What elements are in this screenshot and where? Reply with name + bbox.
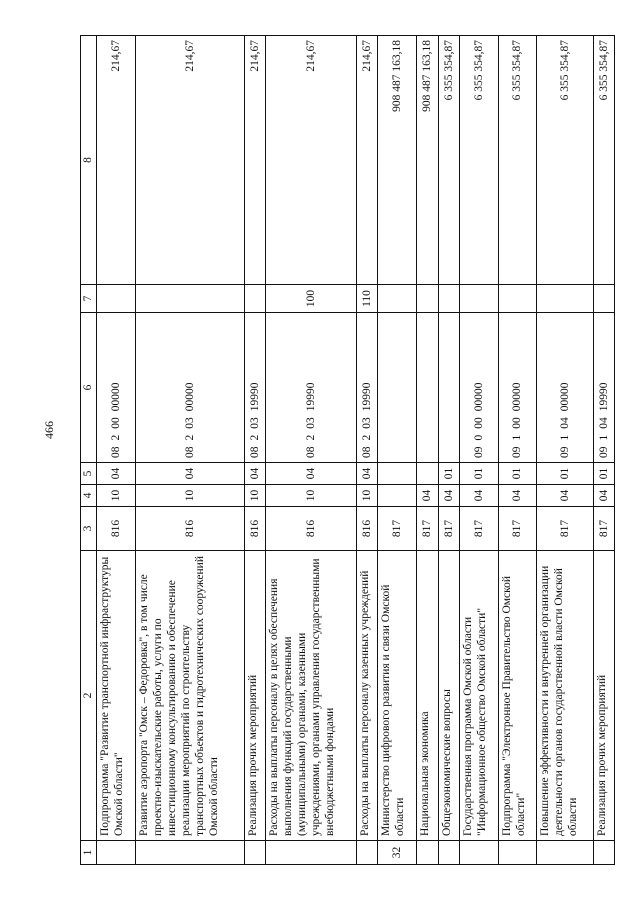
cell-col7: 110 xyxy=(357,285,378,313)
cell-name: Реализация прочих мероприятий xyxy=(593,551,614,841)
cell-col4 xyxy=(378,485,417,507)
cell-name: Повышение эффективности и внутренней организации деятельности органов государственной власти Омской области xyxy=(537,551,593,841)
cell-col7 xyxy=(244,285,265,313)
cell-number xyxy=(593,841,614,865)
table-row xyxy=(378,36,417,865)
budget-table xyxy=(80,35,615,865)
cell-col5 xyxy=(417,463,438,485)
code-part: 00000 xyxy=(559,382,571,412)
code-part: 00000 xyxy=(511,382,524,412)
table-row xyxy=(498,36,537,865)
code-part: 04 xyxy=(597,417,610,429)
cell-col7 xyxy=(459,285,498,313)
cell-amount: 214,67 xyxy=(244,36,265,285)
col-header-5: 5 xyxy=(81,463,97,485)
cell-col4: 04 xyxy=(537,485,593,507)
cell-number xyxy=(357,841,378,865)
cell-col4: 04 xyxy=(417,485,438,507)
cell-number xyxy=(97,841,136,865)
cell-col7: 100 xyxy=(265,285,356,313)
code-part: 2 xyxy=(361,434,374,441)
code-part: 09 xyxy=(597,446,610,458)
code-part: 1 xyxy=(597,434,610,441)
cell-col3: 816 xyxy=(135,507,244,551)
cell-name: Министерство цифрового развития и связи Омской области xyxy=(378,551,417,841)
cell-number xyxy=(265,841,356,865)
cell-col7 xyxy=(378,285,417,313)
cell-col4: 04 xyxy=(459,485,498,507)
rotated-table-area xyxy=(80,35,615,865)
code-part: 00000 xyxy=(472,382,485,412)
cell-code xyxy=(265,313,356,463)
code-part: 08 xyxy=(109,446,122,458)
code-part: 19990 xyxy=(248,382,261,412)
table-row xyxy=(135,36,244,865)
cell-col5: 04 xyxy=(97,463,136,485)
cell-col4: 10 xyxy=(135,485,244,507)
cell-code xyxy=(135,313,244,463)
cell-amount: 6 355 354,87 xyxy=(498,36,537,285)
cell-col3: 816 xyxy=(357,507,378,551)
code-part: 08 xyxy=(183,446,196,458)
cell-col4: 10 xyxy=(97,485,136,507)
cell-col3: 816 xyxy=(265,507,356,551)
cell-col5: 04 xyxy=(357,463,378,485)
code-part: 03 xyxy=(361,417,374,429)
table-row xyxy=(459,36,498,865)
cell-col4: 04 xyxy=(498,485,537,507)
cell-col4: 04 xyxy=(593,485,614,507)
col-header-8: 8 xyxy=(81,36,97,285)
cell-number xyxy=(537,841,593,865)
cell-col7 xyxy=(135,285,244,313)
cell-col5: 01 xyxy=(537,463,593,485)
cell-col7 xyxy=(593,285,614,313)
cell-col5: 04 xyxy=(244,463,265,485)
cell-col5: 04 xyxy=(265,463,356,485)
code-part: 09 xyxy=(511,446,524,458)
code-part: 19990 xyxy=(597,382,610,412)
cell-code xyxy=(357,313,378,463)
cell-code xyxy=(417,313,438,463)
code-part: 00000 xyxy=(109,382,122,412)
code-part: 08 xyxy=(305,446,318,458)
table-row xyxy=(97,36,136,865)
col-header-1: 1 xyxy=(81,841,97,865)
cell-name: Расходы на выплаты персоналу казенных учреждений xyxy=(357,551,378,841)
code-part: 2 xyxy=(305,434,318,441)
cell-code xyxy=(378,313,417,463)
table-row xyxy=(417,36,438,865)
code-part: 2 xyxy=(183,434,196,441)
cell-amount: 214,67 xyxy=(97,36,136,285)
cell-col5 xyxy=(378,463,417,485)
cell-code xyxy=(498,313,537,463)
cell-amount: 214,67 xyxy=(357,36,378,285)
cell-name: Расходы на выплаты персоналу в целях обеспечения выполнения функций государственными (муниципальными) органами, казенными учреждениями, органами управления государственными внебюджетными фондами xyxy=(265,551,356,841)
cell-number xyxy=(498,841,537,865)
cell-col7 xyxy=(498,285,537,313)
cell-number xyxy=(438,841,459,865)
cell-col3: 817 xyxy=(417,507,438,551)
cell-col4: 10 xyxy=(244,485,265,507)
code-part: 2 xyxy=(109,434,122,441)
cell-name: Общеэкономические вопросы xyxy=(438,551,459,841)
table-body xyxy=(97,36,615,865)
cell-name: Реализация прочих мероприятий xyxy=(244,551,265,841)
cell-col5: 01 xyxy=(459,463,498,485)
code-part: 08 xyxy=(361,446,374,458)
cell-col5: 01 xyxy=(438,463,459,485)
cell-col3: 817 xyxy=(378,507,417,551)
col-header-2: 2 xyxy=(81,551,97,841)
code-part: 19990 xyxy=(361,382,374,412)
code-part: 04 xyxy=(559,417,571,429)
cell-amount: 6 355 354,87 xyxy=(459,36,498,285)
code-part: 03 xyxy=(183,417,196,429)
cell-col3: 817 xyxy=(537,507,593,551)
table-row xyxy=(537,36,593,865)
cell-code xyxy=(438,313,459,463)
cell-col3: 817 xyxy=(459,507,498,551)
cell-amount: 214,67 xyxy=(135,36,244,285)
code-part: 08 xyxy=(248,446,261,458)
cell-amount: 6 355 354,87 xyxy=(438,36,459,285)
code-part: 00 xyxy=(511,417,524,429)
code-part: 00000 xyxy=(183,382,196,412)
cell-col7 xyxy=(417,285,438,313)
col-header-6: 6 xyxy=(81,313,97,463)
cell-name: Государственная программа Омской области "Информационное общество Омской области" xyxy=(459,551,498,841)
code-part: 19990 xyxy=(305,382,318,412)
col-header-3: 3 xyxy=(81,507,97,551)
cell-col3: 817 xyxy=(593,507,614,551)
table-row xyxy=(593,36,614,865)
cell-name: Подпрограмма "Электронное Правительство Омской области" xyxy=(498,551,537,841)
cell-col3: 817 xyxy=(498,507,537,551)
cell-number xyxy=(459,841,498,865)
cell-name: Подпрограмма "Развитие транспортной инфраструктуры Омской области" xyxy=(97,551,136,841)
cell-col3: 816 xyxy=(244,507,265,551)
cell-code xyxy=(537,313,593,463)
cell-col3: 817 xyxy=(438,507,459,551)
cell-col7 xyxy=(438,285,459,313)
code-part: 0 xyxy=(472,434,485,441)
code-part: 00 xyxy=(109,417,122,429)
code-part: 03 xyxy=(305,417,318,429)
table-row xyxy=(438,36,459,865)
cell-col7 xyxy=(97,285,136,313)
cell-number: 32 xyxy=(378,841,417,865)
cell-col4: 10 xyxy=(265,485,356,507)
cell-code xyxy=(459,313,498,463)
code-part: 00 xyxy=(472,417,485,429)
code-part: 2 xyxy=(248,434,261,441)
cell-name: Развитие аэропорта "Омск – Федоровка", в том числе проектно-изыскательские работы, услуги по инвестиционному консультированию и обеспечение реализации мероприятий по строительству транспортных объектов и гидротехнических сооружений Омской области xyxy=(135,551,244,841)
code-part: 09 xyxy=(472,446,485,458)
code-part: 09 xyxy=(559,446,571,458)
cell-col7 xyxy=(537,285,593,313)
col-header-4: 4 xyxy=(81,485,97,507)
code-part: 03 xyxy=(248,417,261,429)
header-row xyxy=(81,36,97,865)
page-number: 466 xyxy=(42,421,56,439)
cell-number xyxy=(244,841,265,865)
cell-col3: 816 xyxy=(97,507,136,551)
cell-code xyxy=(244,313,265,463)
cell-code xyxy=(593,313,614,463)
cell-amount: 6 355 354,87 xyxy=(537,36,593,285)
cell-number xyxy=(135,841,244,865)
table-row xyxy=(244,36,265,865)
cell-number xyxy=(417,841,438,865)
cell-col5: 01 xyxy=(498,463,537,485)
cell-amount: 6 355 354,87 xyxy=(593,36,614,285)
table-row xyxy=(357,36,378,865)
table-row xyxy=(265,36,356,865)
cell-col5: 04 xyxy=(135,463,244,485)
cell-amount: 908 487 163,18 xyxy=(417,36,438,285)
cell-amount: 214,67 xyxy=(265,36,356,285)
cell-amount: 908 487 163,18 xyxy=(378,36,417,285)
cell-code xyxy=(97,313,136,463)
cell-col4: 10 xyxy=(357,485,378,507)
cell-col5: 01 xyxy=(593,463,614,485)
cell-col4: 04 xyxy=(438,485,459,507)
code-part: 1 xyxy=(559,434,571,441)
cell-name: Национальная экономика xyxy=(417,551,438,841)
col-header-7: 7 xyxy=(81,285,97,313)
code-part: 1 xyxy=(511,434,524,441)
